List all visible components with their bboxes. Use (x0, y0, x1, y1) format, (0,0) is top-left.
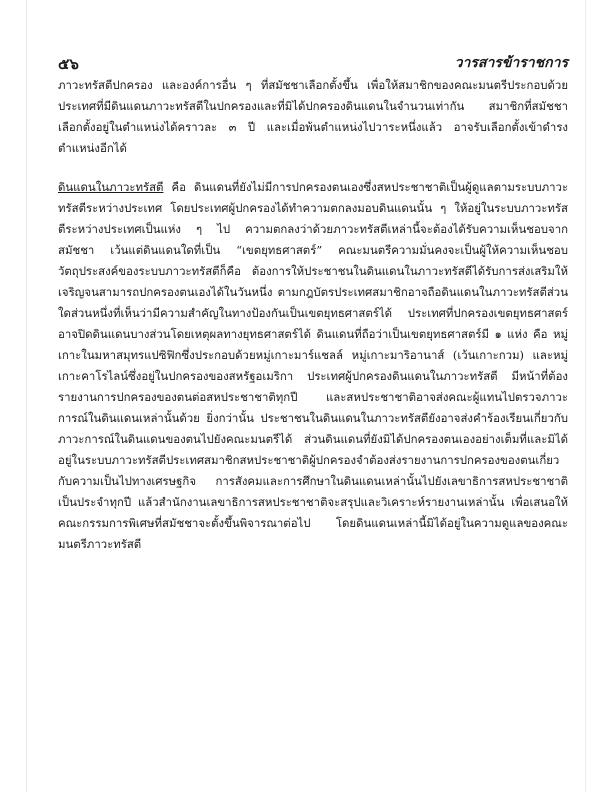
journal-title: วารสารข้าราชการ (454, 55, 568, 71)
paragraph-text: คือ ดินแดนที่ยังไม่มีการปกครองตนเองซึ่งสหประชาชาติเป็นผู้ดูแลตามระบบภาวะทรัสตีระหว่างประเทศ โดยประเทศผู้ปกครองได้ทำความตกลงมอบดินแดนนั้น ๆ ให้อยู่ในระบบภาวะทรัสตีระหว่างประเทศเป็นแห่ง ๆ ไป ความตกลงว่าด้วยภาวะทรัสตีเหล่านี้จะต้องได้รับความเห็นชอบจากสมัชชา เว้นแต่ดินแดนใดที่เป็น “เขตยุทธศาสตร์” คณะมนตรีความมั่นคงจะเป็นผู้ให้ความเห็นชอบ วัตถุประสงค์ของระบบภาวะทรัสตีก็คือ ต้องการให้ประชาชนในดินแดนในภาวะทรัสตีได้รับการส่งเสริมให้เจริญจนสามารถปกครองตนเองได้ในวันหนึ่ง ตามกฎบัตรประเทศสมาชิกอาจถือดินแดนในภาวะทรัสตีส่วนใดส่วนหนึ่งที่เห็นว่ามีความสำคัญในทางป้องกันเป็นเขตยุทธศาสตร์ได้ ประเทศที่ปกครองเขตยุทธศาสตร์อาจปิดดินแดนบางส่วนโดยเหตุผลทางยุทธศาสตร์ได้ ดินแดนที่ถือว่าเป็นเขตยุทธศาสตร์มี ๑ แห่ง คือ หมู่เกาะในมหาสมุทรแปซิฟิกซึ่งประกอบด้วยหมู่เกาะมาร์แชลล์ หมู่เกาะมาริอานาส์ (เว้นเกาะกวม) และหมู่เกาะคาโรไลน์ซึ่งอยู่ในปกครองของสหรัฐอเมริกา ประเทศผู้ปกครองดินแดนในภาวะทรัสตี มีหน้าที่ต้องรายงานการปกครองของตนต่อสหประชาชาติทุกปี และสหประชาชาติอาจส่งคณะผู้แทนไปตรวจภาวะการณ์ในดินแดนเหล่านั้นด้วย ยิ่งกว่านั้น ประชาชนในดินแดนในภาวะทรัสตียังอาจส่งคำร้องเรียนเกี่ยวกับภาวะการณ์ในดินแดนของตนไปยังคณะมนตรีได้ ส่วนดินแดนที่ยังมิได้ปกครองตนเองอย่างเต็มที่และมิได้อยู่ในระบบภาวะทรัสตีประเทศสมาชิกสหประชาชาติผู้ปกครองจำต้องส่งรายงานการปกครองของตนเกี่ยวกับความเป็นไปทางเศรษฐกิจ การสังคมและการศึกษาในดินแดนเหล่านั้นไปยังเลขาธิการสหประชาชาติเป็นประจำทุกปี แล้วสำนักงานเลขาธิการสหประชาชาติจะสรุปและวิเคราะห์รายงานเหล่านั้น เพื่อเสนอให้คณะกรรมการพิเศษที่สมัชชาจะตั้งขึ้นพิจารณาต่อไป โดยดินแดนเหล่านี้มิได้อยู่ในความดูแลของคณะมนตรีภาวะทรัสตี (58, 180, 568, 551)
body-text (58, 75, 568, 555)
defined-term: ดินแดนในภาวะทรัสตี (58, 180, 164, 194)
paragraph-text: ภาวะทรัสตีปกครอง และองค์การอื่น ๆ ที่สมัชชาเลือกตั้งขึ้น เพื่อให้สมาชิกของคณะมนตรีประกอบด้วยประเทศที่มีดินแดนภาวะทรัสตีในปกครองและที่มิได้ปกครองดินแดนในจำนวนเท่ากัน สมาชิกที่สมัชชาเลือกตั้งอยู่ในตำแหน่งได้คราวละ ๓ ปี และเมื่อพ้นตำแหน่งไปวาระหนึ่งแล้ว อาจรับเลือกตั้งเข้าดำรงตำแหน่งอีกได้ (58, 78, 568, 155)
paragraph-trust-territories (58, 177, 568, 555)
paragraph-council-composition (58, 75, 568, 159)
scan-edge-left (26, 0, 27, 792)
page-number: ๕๖ (58, 55, 79, 73)
scan-edge-right (585, 0, 586, 792)
